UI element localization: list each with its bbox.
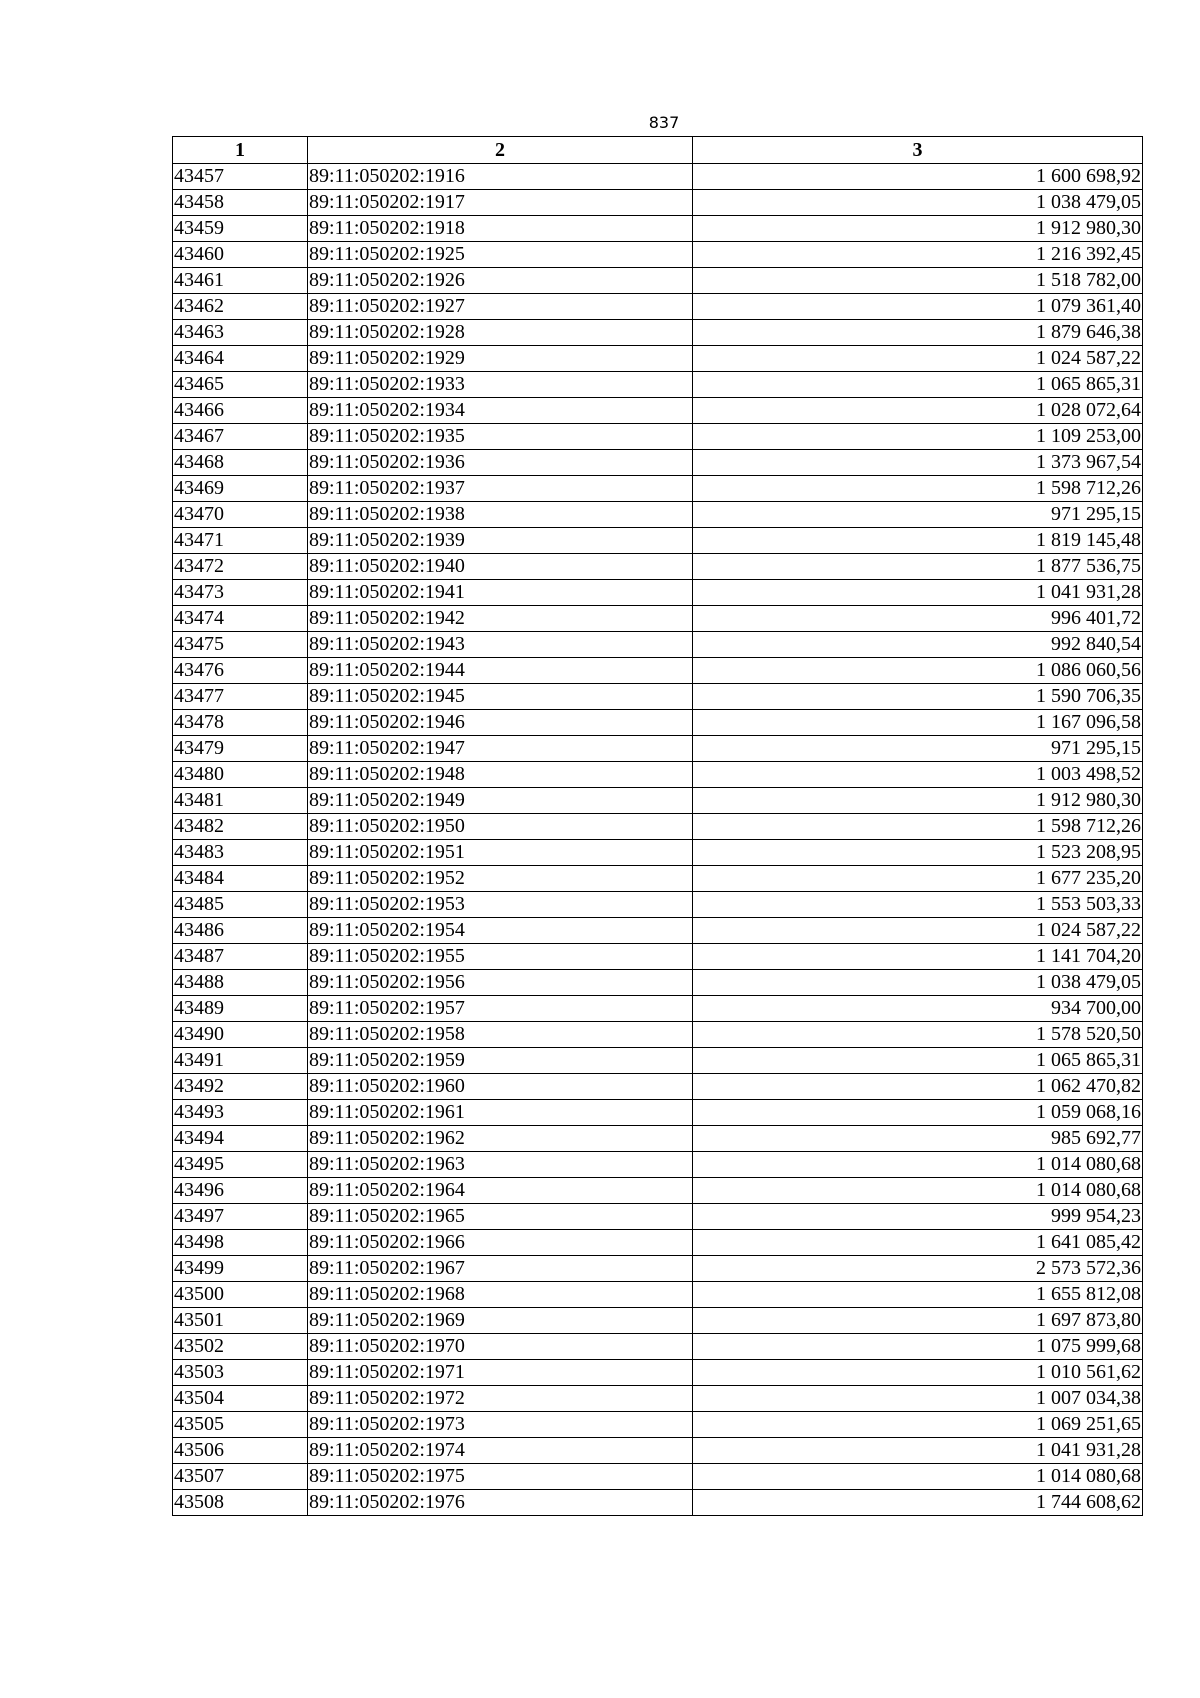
cadastral-number-cell: 89:11:050202:1971 [308,1360,693,1386]
table-row [173,554,1143,580]
cadastral-number-cell: 89:11:050202:1969 [308,1308,693,1334]
value-cell: 1 079 361,40 [693,294,1143,320]
row-number-cell: 43489 [173,996,308,1022]
table-row [173,580,1143,606]
table-row [173,1334,1143,1360]
value-cell: 985 692,77 [693,1126,1143,1152]
table-row [173,658,1143,684]
cadastral-number-cell: 89:11:050202:1959 [308,1048,693,1074]
value-cell: 1 598 712,26 [693,476,1143,502]
cadastral-number-cell: 89:11:050202:1967 [308,1256,693,1282]
row-number-cell: 43473 [173,580,308,606]
row-number-cell: 43500 [173,1282,308,1308]
row-number-cell: 43484 [173,866,308,892]
cadastral-number-cell: 89:11:050202:1942 [308,606,693,632]
cadastral-number-cell: 89:11:050202:1926 [308,268,693,294]
row-number-cell: 43485 [173,892,308,918]
cadastral-number-cell: 89:11:050202:1945 [308,684,693,710]
row-number-cell: 43503 [173,1360,308,1386]
table-row [173,788,1143,814]
cadastral-number-cell: 89:11:050202:1975 [308,1464,693,1490]
cadastral-number-cell: 89:11:050202:1976 [308,1490,693,1516]
row-number-cell: 43469 [173,476,308,502]
cadastral-number-cell: 89:11:050202:1951 [308,840,693,866]
cadastral-number-cell: 89:11:050202:1940 [308,554,693,580]
value-cell: 1 038 479,05 [693,190,1143,216]
row-number-cell: 43467 [173,424,308,450]
row-number-cell: 43466 [173,398,308,424]
row-number-cell: 43495 [173,1152,308,1178]
cadastral-number-cell: 89:11:050202:1928 [308,320,693,346]
column-header-2: 2 [308,137,693,164]
cadastral-number-cell: 89:11:050202:1944 [308,658,693,684]
table-row [173,164,1143,190]
cadastral-number-cell: 89:11:050202:1949 [308,788,693,814]
table-row [173,814,1143,840]
cadastral-number-cell: 89:11:050202:1936 [308,450,693,476]
row-number-cell: 43461 [173,268,308,294]
cadastral-number-cell: 89:11:050202:1917 [308,190,693,216]
table-row [173,606,1143,632]
row-number-cell: 43481 [173,788,308,814]
cadastral-number-cell: 89:11:050202:1954 [308,918,693,944]
value-cell: 1 024 587,22 [693,346,1143,372]
table-row [173,372,1143,398]
row-number-cell: 43482 [173,814,308,840]
value-cell: 1 069 251,65 [693,1412,1143,1438]
value-cell: 1 065 865,31 [693,1048,1143,1074]
value-cell: 1 578 520,50 [693,1022,1143,1048]
cadastral-number-cell: 89:11:050202:1941 [308,580,693,606]
value-cell: 1 086 060,56 [693,658,1143,684]
table-row [173,424,1143,450]
row-number-cell: 43498 [173,1230,308,1256]
value-cell: 1 877 536,75 [693,554,1143,580]
value-cell: 1 109 253,00 [693,424,1143,450]
value-cell: 1 028 072,64 [693,398,1143,424]
value-cell: 1 167 096,58 [693,710,1143,736]
value-cell: 1 912 980,30 [693,216,1143,242]
row-number-cell: 43457 [173,164,308,190]
row-number-cell: 43491 [173,1048,308,1074]
row-number-cell: 43497 [173,1204,308,1230]
value-cell: 1 024 587,22 [693,918,1143,944]
table-row [173,268,1143,294]
cadastral-number-cell: 89:11:050202:1957 [308,996,693,1022]
cadastral-number-cell: 89:11:050202:1965 [308,1204,693,1230]
value-cell: 1 014 080,68 [693,1178,1143,1204]
cadastral-number-cell: 89:11:050202:1974 [308,1438,693,1464]
table-row [173,1490,1143,1516]
value-cell: 1 059 068,16 [693,1100,1143,1126]
value-cell: 971 295,15 [693,736,1143,762]
value-cell: 1 744 608,62 [693,1490,1143,1516]
row-number-cell: 43502 [173,1334,308,1360]
table-row [173,1100,1143,1126]
row-number-cell: 43471 [173,528,308,554]
table-row [173,1360,1143,1386]
value-cell: 1 014 080,68 [693,1152,1143,1178]
table-row [173,710,1143,736]
row-number-cell: 43483 [173,840,308,866]
table-row [173,1048,1143,1074]
value-cell: 1 879 646,38 [693,320,1143,346]
cadastral-number-cell: 89:11:050202:1918 [308,216,693,242]
table-row [173,762,1143,788]
row-number-cell: 43468 [173,450,308,476]
row-number-cell: 43475 [173,632,308,658]
value-cell: 1 553 503,33 [693,892,1143,918]
page-number: 837 [648,113,680,132]
cadastral-number-cell: 89:11:050202:1963 [308,1152,693,1178]
row-number-cell: 43493 [173,1100,308,1126]
cadastral-number-cell: 89:11:050202:1937 [308,476,693,502]
value-cell: 1 373 967,54 [693,450,1143,476]
row-number-cell: 43474 [173,606,308,632]
value-cell: 1 041 931,28 [693,580,1143,606]
table-row [173,1204,1143,1230]
table-row [173,996,1143,1022]
value-cell: 2 573 572,36 [693,1256,1143,1282]
row-number-cell: 43464 [173,346,308,372]
table-row [173,190,1143,216]
table-row [173,944,1143,970]
value-cell: 1 598 712,26 [693,814,1143,840]
row-number-cell: 43508 [173,1490,308,1516]
value-cell: 1 075 999,68 [693,1334,1143,1360]
table-row [173,502,1143,528]
cadastral-number-cell: 89:11:050202:1968 [308,1282,693,1308]
table-row [173,216,1143,242]
value-cell: 1 007 034,38 [693,1386,1143,1412]
value-cell: 1 677 235,20 [693,866,1143,892]
value-cell: 1 600 698,92 [693,164,1143,190]
data-table [172,136,1143,1516]
cadastral-number-cell: 89:11:050202:1962 [308,1126,693,1152]
value-cell: 1 014 080,68 [693,1464,1143,1490]
table-row [173,320,1143,346]
value-cell: 1 141 704,20 [693,944,1143,970]
row-number-cell: 43499 [173,1256,308,1282]
value-cell: 1 003 498,52 [693,762,1143,788]
value-cell: 1 523 208,95 [693,840,1143,866]
column-header-3: 3 [693,137,1143,164]
table-row [173,346,1143,372]
value-cell: 1 216 392,45 [693,242,1143,268]
cadastral-number-cell: 89:11:050202:1947 [308,736,693,762]
row-number-cell: 43462 [173,294,308,320]
row-number-cell: 43476 [173,658,308,684]
row-number-cell: 43477 [173,684,308,710]
row-number-cell: 43458 [173,190,308,216]
table-row [173,1178,1143,1204]
cadastral-number-cell: 89:11:050202:1961 [308,1100,693,1126]
table-row [173,892,1143,918]
value-cell: 1 819 145,48 [693,528,1143,554]
table-body [173,164,1143,1516]
table-row [173,528,1143,554]
row-number-cell: 43507 [173,1464,308,1490]
row-number-cell: 43487 [173,944,308,970]
cadastral-number-cell: 89:11:050202:1953 [308,892,693,918]
value-cell: 1 697 873,80 [693,1308,1143,1334]
table-row [173,970,1143,996]
table-row [173,1386,1143,1412]
cadastral-number-cell: 89:11:050202:1956 [308,970,693,996]
value-cell: 1 038 479,05 [693,970,1143,996]
value-cell: 971 295,15 [693,502,1143,528]
row-number-cell: 43505 [173,1412,308,1438]
value-cell: 1 655 812,08 [693,1282,1143,1308]
table-row [173,398,1143,424]
cadastral-number-cell: 89:11:050202:1955 [308,944,693,970]
value-cell: 1 518 782,00 [693,268,1143,294]
cadastral-number-cell: 89:11:050202:1973 [308,1412,693,1438]
cadastral-number-cell: 89:11:050202:1970 [308,1334,693,1360]
value-cell: 1 590 706,35 [693,684,1143,710]
row-number-cell: 43496 [173,1178,308,1204]
table-row [173,1022,1143,1048]
table-row [173,1464,1143,1490]
cadastral-number-cell: 89:11:050202:1927 [308,294,693,320]
table-row [173,684,1143,710]
cadastral-number-cell: 89:11:050202:1943 [308,632,693,658]
row-number-cell: 43470 [173,502,308,528]
cadastral-number-cell: 89:11:050202:1948 [308,762,693,788]
value-cell: 1 041 931,28 [693,1438,1143,1464]
row-number-cell: 43486 [173,918,308,944]
cadastral-number-cell: 89:11:050202:1938 [308,502,693,528]
value-cell: 1 912 980,30 [693,788,1143,814]
table-row [173,294,1143,320]
table-row [173,1230,1143,1256]
table-row [173,476,1143,502]
value-cell: 996 401,72 [693,606,1143,632]
table-row [173,1282,1143,1308]
cadastral-number-cell: 89:11:050202:1934 [308,398,693,424]
row-number-cell: 43501 [173,1308,308,1334]
row-number-cell: 43479 [173,736,308,762]
cadastral-number-cell: 89:11:050202:1933 [308,372,693,398]
table-row [173,840,1143,866]
table-row [173,866,1143,892]
table-row [173,242,1143,268]
cadastral-number-cell: 89:11:050202:1950 [308,814,693,840]
cadastral-number-cell: 89:11:050202:1952 [308,866,693,892]
cadastral-number-cell: 89:11:050202:1929 [308,346,693,372]
column-header-1: 1 [173,137,308,164]
cadastral-number-cell: 89:11:050202:1964 [308,1178,693,1204]
value-cell: 999 954,23 [693,1204,1143,1230]
value-cell: 992 840,54 [693,632,1143,658]
cadastral-number-cell: 89:11:050202:1925 [308,242,693,268]
row-number-cell: 43488 [173,970,308,996]
value-cell: 934 700,00 [693,996,1143,1022]
row-number-cell: 43504 [173,1386,308,1412]
table-row [173,1308,1143,1334]
row-number-cell: 43463 [173,320,308,346]
table-row [173,1256,1143,1282]
table-row [173,1074,1143,1100]
value-cell: 1 062 470,82 [693,1074,1143,1100]
table-row [173,1152,1143,1178]
table-row [173,1438,1143,1464]
row-number-cell: 43478 [173,710,308,736]
table-header-row [173,137,1143,164]
table-row [173,918,1143,944]
cadastral-number-cell: 89:11:050202:1939 [308,528,693,554]
table-row [173,1126,1143,1152]
cadastral-number-cell: 89:11:050202:1960 [308,1074,693,1100]
table-row [173,736,1143,762]
row-number-cell: 43494 [173,1126,308,1152]
row-number-cell: 43506 [173,1438,308,1464]
value-cell: 1 641 085,42 [693,1230,1143,1256]
table-row [173,1412,1143,1438]
value-cell: 1 065 865,31 [693,372,1143,398]
row-number-cell: 43465 [173,372,308,398]
row-number-cell: 43460 [173,242,308,268]
row-number-cell: 43490 [173,1022,308,1048]
cadastral-number-cell: 89:11:050202:1916 [308,164,693,190]
cadastral-number-cell: 89:11:050202:1966 [308,1230,693,1256]
table-row [173,450,1143,476]
row-number-cell: 43459 [173,216,308,242]
cadastral-number-cell: 89:11:050202:1935 [308,424,693,450]
cadastral-number-cell: 89:11:050202:1958 [308,1022,693,1048]
row-number-cell: 43492 [173,1074,308,1100]
value-cell: 1 010 561,62 [693,1360,1143,1386]
row-number-cell: 43472 [173,554,308,580]
cadastral-number-cell: 89:11:050202:1946 [308,710,693,736]
row-number-cell: 43480 [173,762,308,788]
cadastral-number-cell: 89:11:050202:1972 [308,1386,693,1412]
table-row [173,632,1143,658]
